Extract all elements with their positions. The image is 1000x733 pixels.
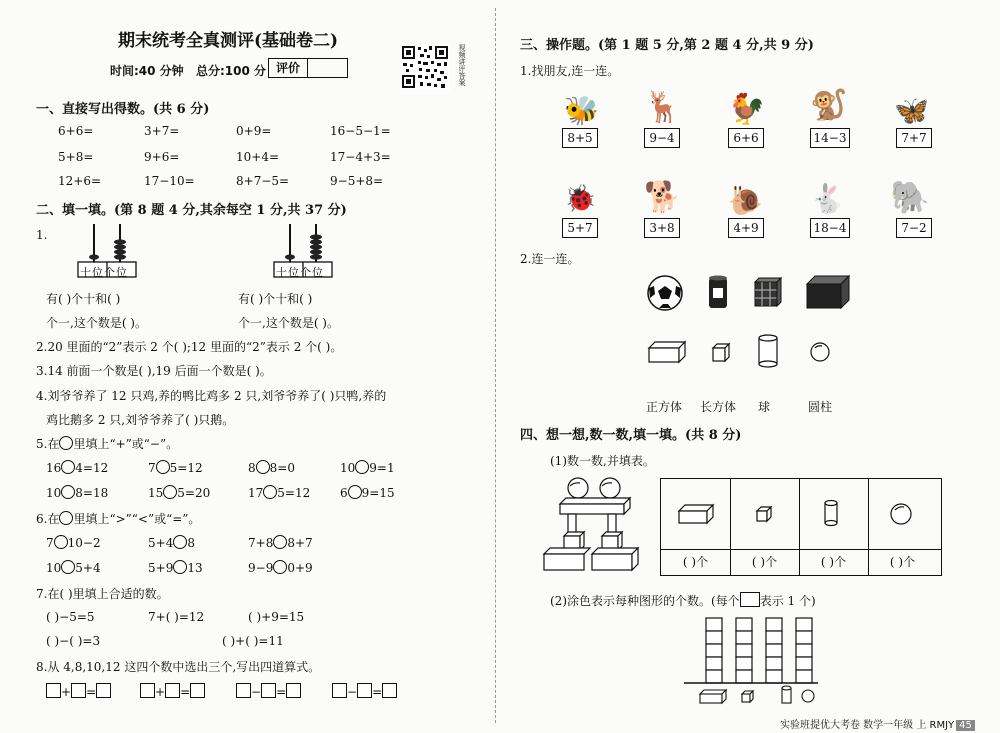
cylinder-icon <box>825 501 837 526</box>
circle-blank-icon[interactable] <box>54 535 68 549</box>
rubiks-cube-icon <box>755 278 781 306</box>
square-blank-icon[interactable] <box>286 683 301 698</box>
q7-item: ( )−5=5 <box>46 610 95 624</box>
q7-item: 7+( )=12 <box>148 610 205 624</box>
qr-label: 视频讲评答案 <box>458 44 466 86</box>
circle-blank-icon[interactable] <box>273 560 287 574</box>
exam-score: 总分:100 分 <box>196 64 267 78</box>
shape-name: 长方体 <box>700 400 737 414</box>
calc-item: 17−10= <box>144 174 195 188</box>
s3-question-1: 1.找朋友,连一连。 <box>520 64 620 78</box>
footer-text: 实验班提优大考卷 数学一年级 上 RMJY <box>780 720 955 731</box>
circle-blank-icon[interactable] <box>263 485 277 499</box>
square-blank-icon[interactable] <box>165 683 180 698</box>
s4-question-2: (2)涂色表示每种图形的个数。(每个 表示 1 个) <box>550 594 816 608</box>
circle-blank-icon[interactable] <box>273 535 287 549</box>
expr-box[interactable]: 18−4 <box>810 218 850 238</box>
q8-equation: + = <box>140 683 205 699</box>
q1-blank-line: 个一,这个数是( )。 <box>46 316 147 330</box>
page-number: 45 <box>956 720 975 731</box>
place-value-label: 十位个位 <box>276 266 324 279</box>
square-blank-icon[interactable] <box>382 683 397 698</box>
count-cell[interactable]: ( )个 <box>751 555 778 569</box>
q7-item: ( )+9=15 <box>248 610 305 624</box>
question-4b: 鸡比鹅多 2 只,刘爷爷养了( )只鹅。 <box>46 413 235 427</box>
shape-name: 圆柱 <box>808 400 833 414</box>
shape-name: 球 <box>758 400 771 414</box>
square-blank-icon[interactable] <box>332 683 347 698</box>
object-pictures <box>645 272 865 314</box>
cylinder-icon <box>759 335 777 367</box>
expr-box[interactable]: 4+9 <box>728 218 764 238</box>
circle-blank-icon[interactable] <box>61 560 75 574</box>
calc-item: 10+4= <box>236 150 280 164</box>
s4-question-1: (1)数一数,并填表。 <box>550 454 655 468</box>
bee-icon: 🐝 <box>564 94 599 127</box>
expr-box[interactable]: 6+6 <box>728 128 764 148</box>
can-icon <box>709 276 727 309</box>
q7-item: ( )+( )=11 <box>222 634 284 648</box>
cuboid-icon <box>649 342 685 362</box>
count-table <box>660 478 942 576</box>
sphere-icon <box>811 343 829 361</box>
expr-box[interactable]: 8+5 <box>562 128 598 148</box>
q7-item: ( )−( )=3 <box>46 634 101 648</box>
circle-blank-icon[interactable] <box>61 460 75 474</box>
dog-icon: 🐕 <box>644 180 682 215</box>
qr-code[interactable] <box>400 44 450 90</box>
calc-item: 12+6= <box>58 174 102 188</box>
calc-item: 16−5−1= <box>330 124 391 138</box>
q8-equation: − = <box>332 683 397 699</box>
q5-item: 15 5=20 <box>148 486 211 500</box>
calc-item: 5+8= <box>58 150 94 164</box>
calc-item: 6+6= <box>58 124 94 138</box>
q5-item: 6 9=15 <box>340 486 395 500</box>
elephant-icon: 🐘 <box>890 178 930 216</box>
calc-item: 9+6= <box>144 150 180 164</box>
eval-box <box>268 58 348 78</box>
q1-blank-line: 有( )个十和( ) <box>46 292 121 306</box>
eval-label: 评价 <box>269 59 308 77</box>
count-cell[interactable]: ( )个 <box>682 555 709 569</box>
q1-blank-line: 有( )个十和( ) <box>238 292 313 306</box>
exam-time: 时间:40 分钟 <box>110 64 184 78</box>
circle-blank-icon[interactable] <box>61 485 75 499</box>
q6-item: 10 5+4 <box>46 561 101 575</box>
butterfly-icon: 🦋 <box>894 94 929 127</box>
circle-blank-icon[interactable] <box>163 485 177 499</box>
q5-item: 10 9=1 <box>340 461 395 475</box>
expr-box[interactable]: 3+8 <box>644 218 680 238</box>
square-blank-icon[interactable] <box>46 683 61 698</box>
q6-item: 5+9 13 <box>148 561 203 575</box>
q6-item: 5+4 8 <box>148 536 195 550</box>
square-blank-icon[interactable] <box>236 683 251 698</box>
count-cell[interactable]: ( )个 <box>820 555 847 569</box>
calc-item: 0+9= <box>236 124 272 138</box>
count-cell[interactable]: ( )个 <box>889 555 916 569</box>
table-shapes <box>661 479 941 549</box>
q5-item: 7 5=12 <box>148 461 203 475</box>
calc-item: 17−4+3= <box>330 150 391 164</box>
q5-item: 16 4=12 <box>46 461 109 475</box>
square-blank-icon[interactable] <box>190 683 205 698</box>
s3-question-2: 2.连一连。 <box>520 252 580 266</box>
place-value-label: 十位个位 <box>80 266 128 279</box>
question-2: 2.20 里面的“2”表示 2 个( );12 里面的“2”表示 2 个( )。 <box>36 340 343 354</box>
section-2-heading: 二、填一填。(第 8 题 4 分,其余每空 1 分,共 37 分) <box>36 203 347 218</box>
expr-box[interactable]: 7+7 <box>896 128 932 148</box>
question-4a: 4.刘爷爷养了 12 只鸡,养的鸭比鸡多 2 只,刘爷爷养了( )只鸭,养的 <box>36 389 387 403</box>
question-8: 8.从 4,8,10,12 这四个数中选出三个,写出四道算式。 <box>36 660 321 674</box>
expr-box[interactable]: 5+7 <box>562 218 598 238</box>
q5-prefix: 5.在 <box>36 437 60 451</box>
circle-blank-icon[interactable] <box>156 460 170 474</box>
circle-blank-icon <box>59 436 73 450</box>
expr-box[interactable]: 7−2 <box>896 218 932 238</box>
q6-item: 7 10−2 <box>46 536 101 550</box>
circle-blank-icon <box>59 511 73 525</box>
circle-blank-icon[interactable] <box>173 560 187 574</box>
q8-equation: + = <box>46 683 111 699</box>
q1-number: 1. <box>36 228 48 242</box>
square-blank-icon[interactable] <box>96 683 111 698</box>
q5-suffix: 里填上“+”或“−”。 <box>73 437 179 451</box>
question-7-title: 7.在( )里填上合适的数。 <box>36 587 169 601</box>
square-blank-icon[interactable] <box>357 683 372 698</box>
cuboid-icon <box>679 505 713 523</box>
calc-item: 9−5+8= <box>330 174 384 188</box>
snail-icon: 🐌 <box>728 184 763 217</box>
rooster-icon: 🐓 <box>728 92 766 127</box>
cube-icon <box>757 507 771 521</box>
section-1-heading: 一、直接写出得数。(共 6 分) <box>36 102 210 117</box>
question-5-title <box>36 435 178 452</box>
question-6-title: 6.在 里填上“>”“<”或“=”。 <box>36 512 201 526</box>
bar-grid[interactable] <box>680 614 820 708</box>
ladybug-icon: 🐞 <box>564 184 597 214</box>
square-blank-icon[interactable] <box>71 683 86 698</box>
circle-blank-icon[interactable] <box>348 485 362 499</box>
calc-item: 3+7= <box>144 124 180 138</box>
page-title: 期末统考全真测评(基础卷二) <box>118 31 339 51</box>
q8-equation: − = <box>236 683 301 699</box>
circle-blank-icon[interactable] <box>256 460 270 474</box>
box-icon <box>807 276 849 308</box>
calc-item: 8+7−5= <box>236 174 290 188</box>
square-unit-icon <box>740 592 760 607</box>
q1-blank-line: 个一,这个数是( )。 <box>238 316 339 330</box>
footer <box>780 716 975 731</box>
q6-item: 7+8 8+7 <box>248 536 313 550</box>
question-3: 3.14 前面一个数是( ),19 后面一个数是( )。 <box>36 364 272 378</box>
cube-icon <box>713 344 729 361</box>
expr-box[interactable]: 9−4 <box>644 128 680 148</box>
deer-icon: 🦌 <box>644 90 682 125</box>
sphere-icon <box>891 504 911 524</box>
table-divider <box>661 549 941 550</box>
section-4-heading: 四、想一想,数一数,填一填。(共 8 分) <box>520 428 742 443</box>
section-3-heading: 三、操作题。(第 1 题 5 分,第 2 题 4 分,共 9 分) <box>520 38 814 53</box>
q6-item: 9−9 0+9 <box>248 561 313 575</box>
square-blank-icon[interactable] <box>261 683 276 698</box>
monkey-icon: 🐒 <box>810 88 848 123</box>
shape-drawings <box>645 334 845 368</box>
rabbit-icon: 🐇 <box>810 182 845 215</box>
square-blank-icon[interactable] <box>140 683 155 698</box>
block-figure <box>540 474 648 574</box>
circle-blank-icon[interactable] <box>355 460 369 474</box>
q5-item: 8 8=0 <box>248 461 295 475</box>
q5-item: 10 8=18 <box>46 486 109 500</box>
shape-name: 正方体 <box>646 400 683 414</box>
circle-blank-icon[interactable] <box>173 535 187 549</box>
soccer-ball-icon <box>648 276 682 310</box>
page-divider <box>495 8 496 723</box>
q5-item: 17 5=12 <box>248 486 311 500</box>
expr-box[interactable]: 14−3 <box>810 128 850 148</box>
